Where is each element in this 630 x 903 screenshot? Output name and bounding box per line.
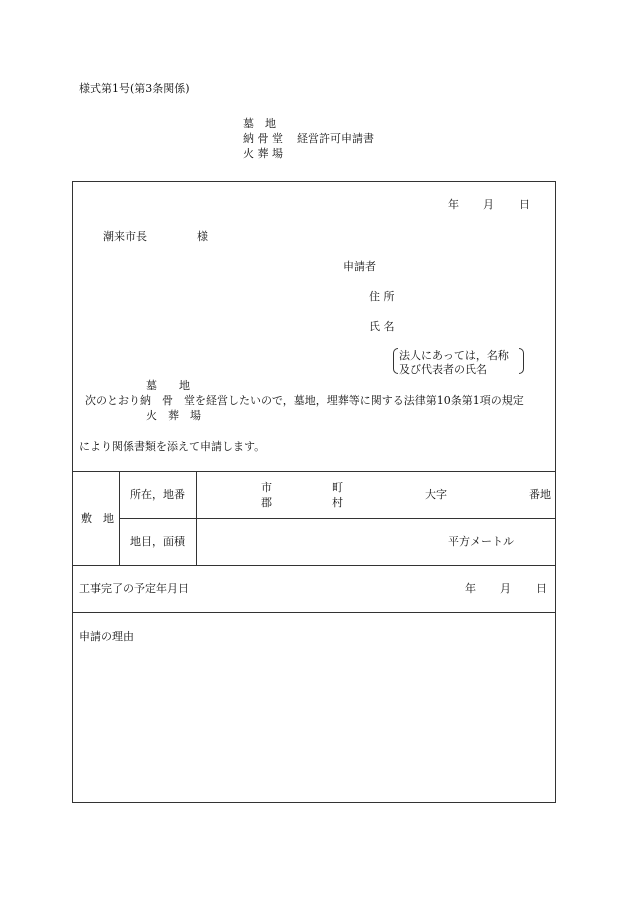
date-day-label: 日 <box>519 198 530 211</box>
applicant-address-label: 住 所 <box>369 290 395 303</box>
corporate-note-line-1: 法人にあっては，名称 <box>399 349 509 362</box>
statement-type-cemetery: 墓 地 <box>146 379 190 392</box>
landuse-label: 地目，面積 <box>130 535 185 548</box>
completion-month-label: 月 <box>500 582 511 595</box>
banchi-label: 番地 <box>529 488 551 501</box>
area-unit-label: 平方メートル <box>448 535 514 548</box>
application-form-box <box>72 181 556 803</box>
bracket-left <box>393 348 398 374</box>
statement-middle: を経営したいので，墓地，埋葬等に関する法律第10条第1項の規定 <box>195 394 524 407</box>
addressee-name: 潮来市長 <box>103 230 147 243</box>
completion-bottom-rule <box>73 612 555 613</box>
applicant-heading: 申請者 <box>343 260 376 273</box>
site-top-rule <box>73 471 555 472</box>
title-type-ossuary: 納 骨 堂 <box>243 132 283 145</box>
completion-year-label: 年 <box>465 582 476 595</box>
site-bottom-rule <box>73 565 555 566</box>
completion-label: 工事完了の予定年月日 <box>79 582 189 595</box>
county-option: 郡 <box>261 496 272 509</box>
date-year-label: 年 <box>448 198 459 211</box>
statement-type-ossuary: 納 骨 堂 <box>140 394 195 407</box>
statement-line-2: により関係書類を添えて申請します。 <box>79 440 266 453</box>
applicant-name-label: 氏 名 <box>369 320 395 333</box>
location-label: 所在，地番 <box>130 488 185 501</box>
reason-label: 申請の理由 <box>79 630 134 643</box>
site-middle-rule <box>119 518 555 519</box>
title-type-crematorium: 火 葬 場 <box>243 147 283 160</box>
site-label: 敷 地 <box>81 512 114 525</box>
city-option: 市 <box>261 481 272 494</box>
bracket-right <box>519 348 524 374</box>
date-month-label: 月 <box>483 198 494 211</box>
title-type-cemetery: 墓 地 <box>243 117 276 130</box>
corporate-note-line-2: 及び代表者の氏名 <box>399 363 487 376</box>
village-option: 村 <box>332 496 343 509</box>
town-option: 町 <box>332 481 343 494</box>
statement-prefix: 次のとおり <box>85 394 140 407</box>
statement-type-crematorium: 火 葬 場 <box>146 409 201 422</box>
addressee-honorific: 様 <box>197 230 208 243</box>
completion-day-label: 日 <box>536 582 547 595</box>
form-number: 様式第1号(第3条関係) <box>79 82 190 95</box>
title-suffix: 経営許可申請書 <box>297 132 374 145</box>
oaza-label: 大字 <box>425 488 447 501</box>
